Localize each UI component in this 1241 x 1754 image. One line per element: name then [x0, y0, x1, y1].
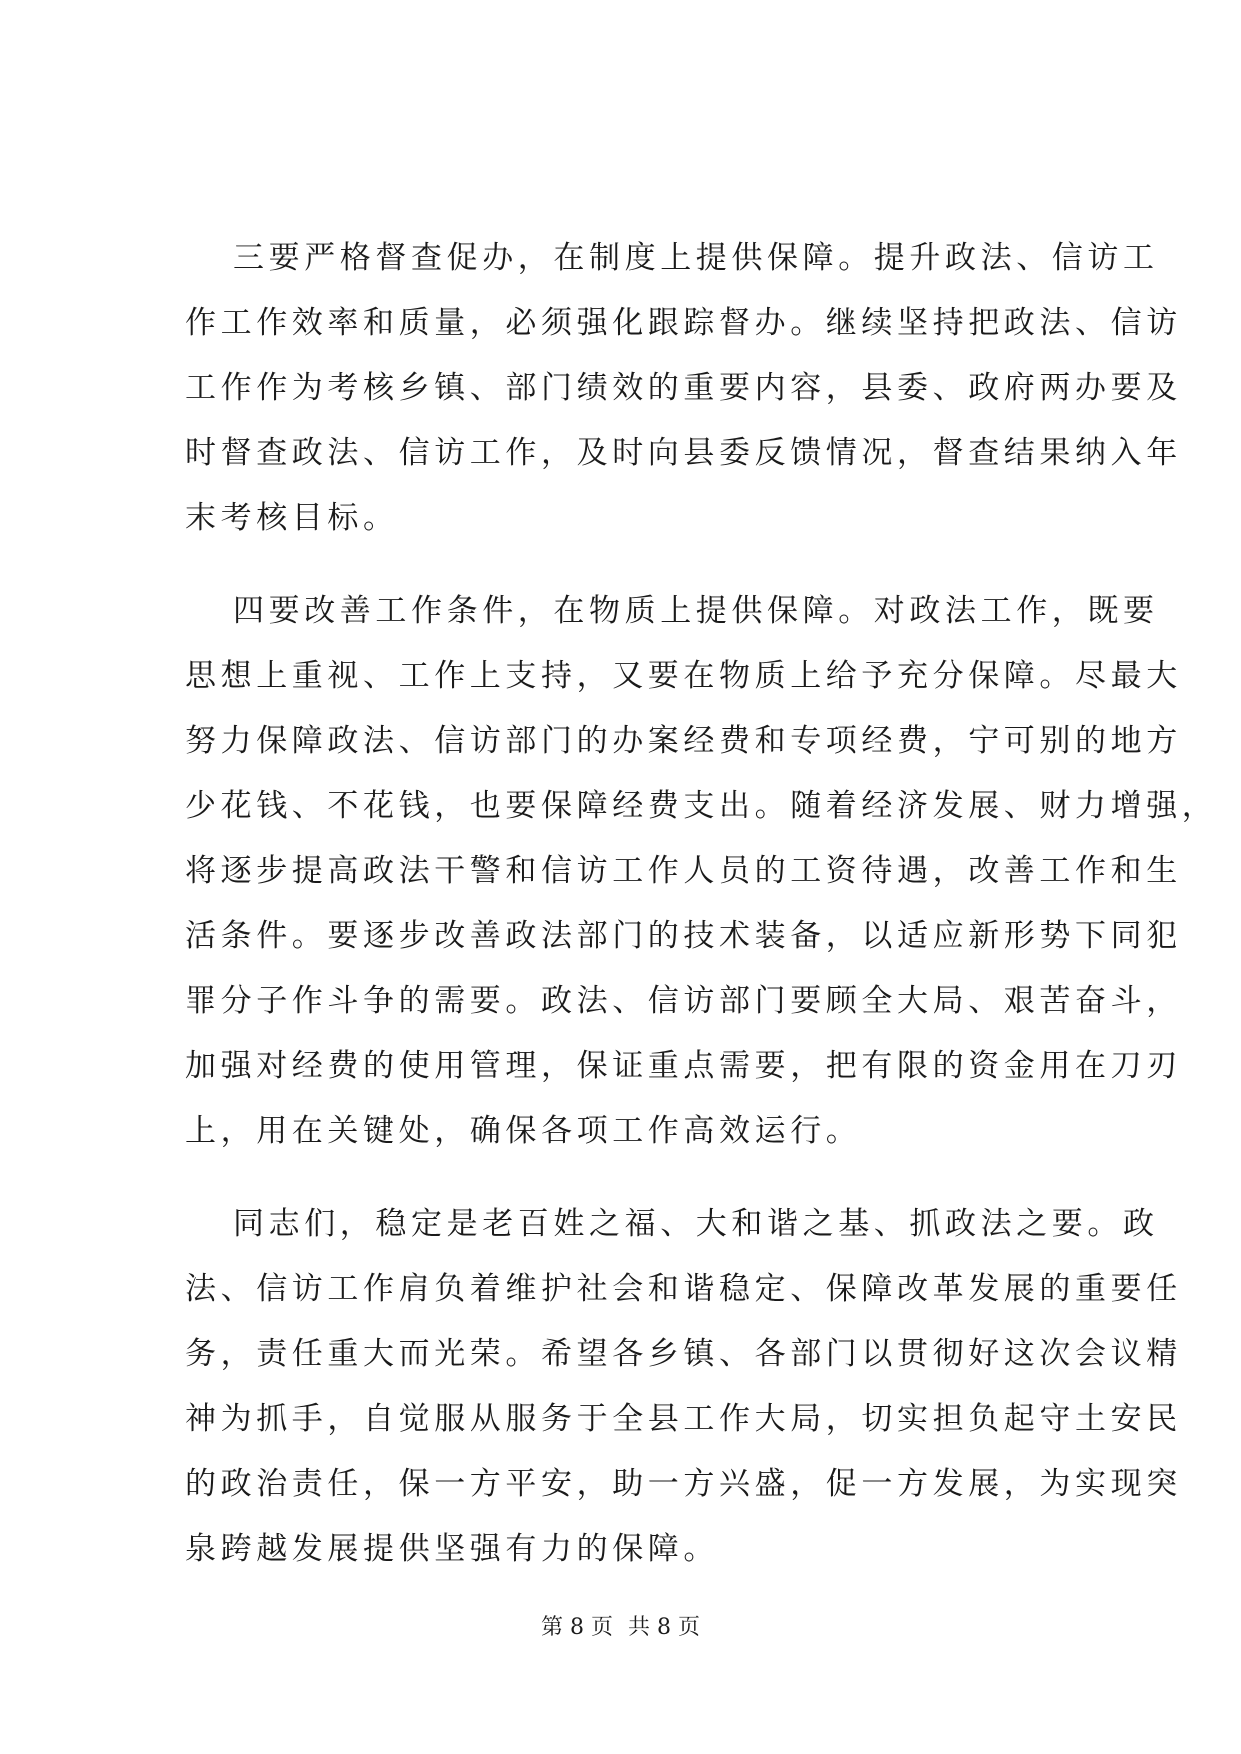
paragraph-line: 时督查政法、信访工作，及时向县委反馈情况，督查结果纳入年	[185, 435, 1182, 471]
page-total: 共 8 页	[628, 1615, 700, 1640]
paragraph-line: 思想上重视、工作上支持，又要在物质上给予充分保障。尽最大	[185, 658, 1182, 694]
paragraph-line: 的政治责任，保一方平安，助一方兴盛，促一方发展，为实现突	[185, 1466, 1182, 1502]
paragraph-line: 末考核目标。	[185, 500, 399, 536]
paragraph-line: 罪分子作斗争的需要。政法、信访部门要顾全大局、艰苦奋斗，	[185, 983, 1182, 1019]
paragraph-line: 将逐步提高政法干警和信访工作人员的工资待遇，改善工作和生	[185, 853, 1182, 889]
paragraph-line: 少花钱、不花钱，也要保障经费支出。随着经济发展、财力增强，	[185, 788, 1218, 824]
document-body	[185, 226, 1218, 1610]
paragraph-conditions	[185, 579, 1218, 1164]
page-number: 第 8 页	[541, 1615, 613, 1640]
page-footer	[0, 1610, 1241, 1641]
paragraph-line: 作工作效率和质量，必须强化跟踪督办。继续坚持把政法、信访	[185, 305, 1182, 341]
paragraph-closing	[185, 1192, 1182, 1582]
paragraph-line: 工作作为考核乡镇、部门绩效的重要内容，县委、政府两办要及	[185, 370, 1182, 406]
paragraph-line: 加强对经费的使用管理，保证重点需要，把有限的资金用在刀刃	[185, 1048, 1182, 1084]
paragraph-supervision	[185, 226, 1182, 551]
paragraph-line: 四要改善工作条件，在物质上提供保障。对政法工作，既要	[233, 593, 1159, 629]
paragraph-line: 神为抓手，自觉服从服务于全县工作大局，切实担负起守土安民	[185, 1401, 1182, 1437]
paragraph-line: 活条件。要逐步改善政法部门的技术装备，以适应新形势下同犯	[185, 918, 1182, 954]
paragraph-line: 同志们，稳定是老百姓之福、大和谐之基、抓政法之要。政	[233, 1206, 1159, 1242]
paragraph-line: 法、信访工作肩负着维护社会和谐稳定、保障改革发展的重要任	[185, 1271, 1182, 1307]
paragraph-line: 务，责任重大而光荣。希望各乡镇、各部门以贯彻好这次会议精	[185, 1336, 1182, 1372]
paragraph-line: 三要严格督查促办，在制度上提供保障。提升政法、信访工	[233, 240, 1159, 276]
paragraph-line: 泉跨越发展提供坚强有力的保障。	[185, 1531, 719, 1567]
paragraph-line: 上，用在关键处，确保各项工作高效运行。	[185, 1113, 862, 1149]
paragraph-line: 努力保障政法、信访部门的办案经费和专项经费，宁可别的地方	[185, 723, 1182, 759]
